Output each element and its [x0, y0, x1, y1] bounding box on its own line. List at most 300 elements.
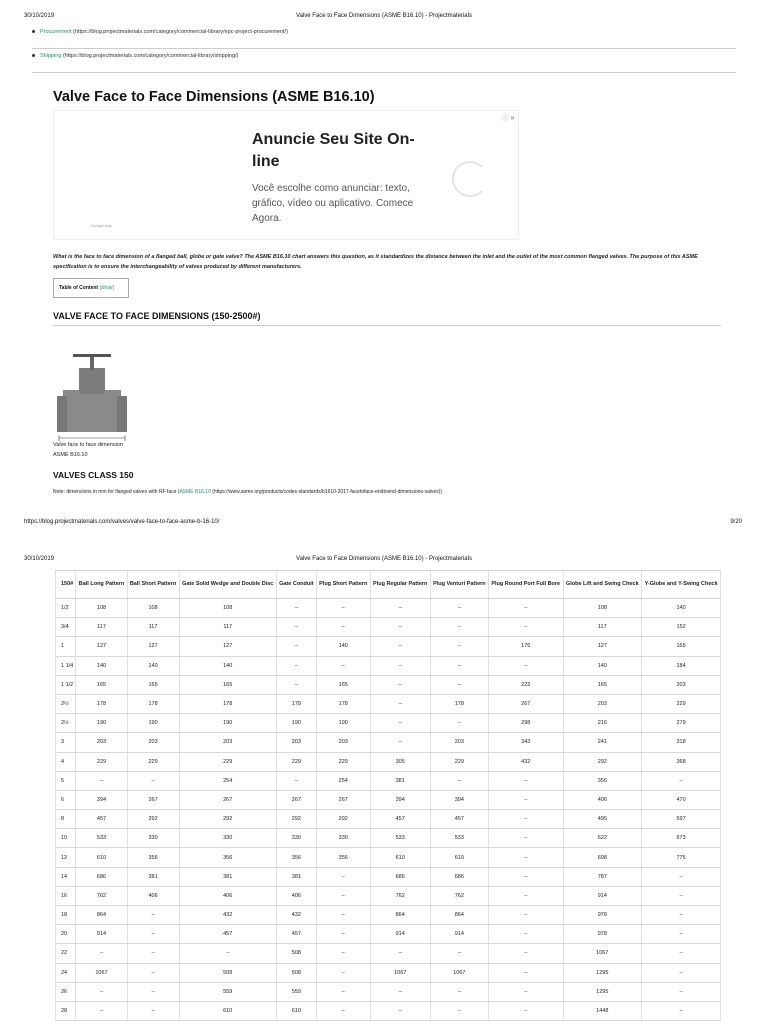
table-cell: –	[642, 886, 721, 905]
table-cell: 4	[56, 752, 76, 771]
table-cell: –	[316, 944, 370, 963]
table-cell: 292	[276, 810, 316, 829]
table-cell: 610	[179, 1001, 276, 1020]
table-cell: 12	[56, 848, 76, 867]
table-cell: 1/2	[56, 599, 76, 618]
column-header: Gate Conduit	[276, 571, 316, 599]
table-cell: –	[370, 1001, 430, 1020]
table-cell: 165	[127, 675, 179, 694]
table-row	[56, 1001, 721, 1020]
table-cell: 3/4	[56, 618, 76, 637]
column-header: Ball Long Pattern	[76, 571, 127, 599]
table-cell: 127	[563, 637, 642, 656]
table-cell: 22	[56, 944, 76, 963]
table-cell: 610	[370, 848, 430, 867]
table-cell: 1067	[370, 963, 430, 982]
column-header: Ball Short Pattern	[127, 571, 179, 599]
table-cell: 127	[76, 637, 127, 656]
table-cell: –	[276, 637, 316, 656]
table-cell: 20	[56, 925, 76, 944]
table-cell: –	[430, 618, 488, 637]
table-cell: 1 1/4	[56, 656, 76, 675]
table-cell: 222	[488, 675, 563, 694]
table-cell: –	[370, 714, 430, 733]
table-row	[56, 963, 721, 982]
column-header: Plug Regular Pattern	[370, 571, 430, 599]
table-cell: 864	[430, 906, 488, 925]
note-prefix: Note: dimensions in mm for flanged valves with RF face (	[53, 489, 180, 495]
table-cell: –	[370, 733, 430, 752]
table-cell: –	[430, 675, 488, 694]
table-cell: 559	[179, 982, 276, 1001]
table-cell: 165	[642, 637, 721, 656]
table-cell: –	[488, 886, 563, 905]
table-cell: 178	[276, 694, 316, 713]
table-cell: 508	[179, 963, 276, 982]
table-cell: 495	[563, 810, 642, 829]
table-cell: –	[430, 771, 488, 790]
table-cell: 597	[642, 810, 721, 829]
header-date: 30/10/2019	[24, 556, 55, 562]
figure-caption	[53, 440, 123, 460]
table-cell: –	[488, 599, 563, 618]
table-cell: 381	[276, 867, 316, 886]
table-cell: 698	[563, 848, 642, 867]
table-row	[56, 944, 721, 963]
table-row	[56, 867, 721, 886]
table-cell: –	[642, 925, 721, 944]
table-cell: 356	[563, 771, 642, 790]
table-cell: –	[127, 944, 179, 963]
table-cell: 267	[316, 790, 370, 809]
divider	[32, 48, 736, 49]
table-cell: 8	[56, 810, 76, 829]
table-cell: –	[316, 1001, 370, 1020]
table-cell: 381	[127, 867, 179, 886]
table-row	[56, 771, 721, 790]
table-cell: 457	[276, 925, 316, 944]
table-cell: 229	[179, 752, 276, 771]
table-cell: 108	[563, 599, 642, 618]
header-date: 30/10/2019	[24, 13, 55, 19]
table-cell: 108	[127, 599, 179, 618]
note-suffix: (https://www.asme.org/products/codes-standards/b1610-2017-facetoface-endtoend-dimensions-valves))	[210, 489, 443, 495]
table-cell: 318	[642, 733, 721, 752]
table-cell: –	[430, 599, 488, 618]
table-cell: 165	[76, 675, 127, 694]
table-cell: 508	[276, 963, 316, 982]
table-cell: 673	[642, 829, 721, 848]
table-cell: 432	[276, 906, 316, 925]
table-cell: 203	[127, 733, 179, 752]
table-cell: –	[488, 1001, 563, 1020]
table-cell: –	[316, 886, 370, 905]
table-cell: 2½	[56, 694, 76, 713]
footer-url: https://blog.projectmaterials.com/valves/valve-face-to-face-asme-b-16-10/	[24, 519, 220, 525]
table-cell: 356	[316, 848, 370, 867]
table-cell: –	[316, 982, 370, 1001]
table-cell: 190	[316, 714, 370, 733]
table-cell: –	[316, 656, 370, 675]
column-header: 150#	[56, 571, 76, 599]
table-cell: 10	[56, 829, 76, 848]
table-cell: 241	[563, 733, 642, 752]
table-cell: –	[642, 944, 721, 963]
table-header-row	[56, 571, 721, 599]
table-cell: 229	[642, 694, 721, 713]
column-header: Plug Venturi Pattern	[430, 571, 488, 599]
table-cell: 1067	[430, 963, 488, 982]
table-cell: 330	[127, 829, 179, 848]
table-cell: 203	[563, 694, 642, 713]
table-cell: 254	[179, 771, 276, 790]
table-cell: –	[642, 771, 721, 790]
table-cell: –	[276, 675, 316, 694]
table-cell: 914	[76, 925, 127, 944]
table-cell: 1295	[563, 982, 642, 1001]
table-cell: 394	[430, 790, 488, 809]
table-cell: 1067	[563, 944, 642, 963]
table-cell: 305	[370, 752, 430, 771]
ad-choices-icon[interactable]: ⓘ ✕	[502, 116, 515, 122]
table-cell: 108	[179, 599, 276, 618]
table-cell: 457	[370, 810, 430, 829]
shipping-url: (https://blog.projectmaterials.com/category/commercial-library/shipping/)	[62, 53, 239, 59]
table-cell: 6	[56, 790, 76, 809]
procurement-url: (https://blog.projectmaterials.com/category/commercial-library/epc-project-procurement/)	[73, 29, 288, 35]
table-cell: –	[642, 867, 721, 886]
table-cell: 533	[76, 829, 127, 848]
table-cell: –	[127, 963, 179, 982]
valve-figure	[53, 350, 131, 442]
table-cell: –	[127, 1001, 179, 1020]
table-cell: –	[316, 618, 370, 637]
ad-footer: Google Ads	[91, 223, 112, 228]
table-cell: 28	[56, 1001, 76, 1020]
table-cell: 457	[76, 810, 127, 829]
table-cell: 622	[563, 829, 642, 848]
table-cell: –	[430, 1001, 488, 1020]
table-row	[56, 982, 721, 1001]
table-cell: 3	[56, 733, 76, 752]
bullet-icon	[32, 54, 35, 57]
table-cell: 229	[430, 752, 488, 771]
table-cell: –	[430, 714, 488, 733]
table-cell: –	[127, 906, 179, 925]
dimension-note	[53, 489, 442, 495]
table-cell: 190	[127, 714, 179, 733]
table-cell: –	[430, 656, 488, 675]
table-cell: –	[430, 982, 488, 1001]
table-cell: 267	[127, 790, 179, 809]
table-row	[56, 656, 721, 675]
table-cell: 406	[276, 886, 316, 905]
table-cell: 190	[179, 714, 276, 733]
table-cell: –	[276, 599, 316, 618]
table-cell: –	[488, 925, 563, 944]
table-cell: 127	[127, 637, 179, 656]
table-cell: –	[76, 982, 127, 1001]
table-cell: –	[488, 848, 563, 867]
table-cell: 190	[276, 714, 316, 733]
table-cell: 190	[76, 714, 127, 733]
table-cell: –	[370, 675, 430, 694]
table-row	[56, 790, 721, 809]
table-cell: –	[370, 694, 430, 713]
loading-spinner-icon	[452, 161, 488, 197]
table-cell: –	[430, 944, 488, 963]
table-cell: 1067	[76, 963, 127, 982]
table-cell: –	[488, 906, 563, 925]
column-header: Globe Lift and Swing Check	[563, 571, 642, 599]
table-of-contents[interactable]	[53, 278, 129, 298]
bullet-icon	[32, 30, 35, 33]
ad-banner[interactable]	[53, 110, 519, 240]
page-header	[0, 553, 768, 565]
table-row	[56, 694, 721, 713]
table-cell: –	[488, 867, 563, 886]
shipping-link[interactable]: Shipping	[40, 53, 62, 59]
table-cell: 298	[488, 714, 563, 733]
table-cell: 356	[179, 848, 276, 867]
table-cell: 762	[430, 886, 488, 905]
table-cell: 178	[316, 694, 370, 713]
table-cell: 292	[316, 810, 370, 829]
table-cell: 1 1/2	[56, 675, 76, 694]
table-cell: 330	[316, 829, 370, 848]
table-cell: 229	[316, 752, 370, 771]
table-cell: 457	[179, 925, 276, 944]
table-cell: –	[127, 925, 179, 944]
table-cell: 394	[76, 790, 127, 809]
table-cell: 406	[563, 790, 642, 809]
table-cell: 203	[179, 733, 276, 752]
table-cell: –	[370, 656, 430, 675]
divider	[53, 325, 721, 326]
table-cell: 381	[179, 867, 276, 886]
table-cell: 432	[488, 752, 563, 771]
table-cell: –	[76, 771, 127, 790]
table-cell: 229	[276, 752, 316, 771]
table-cell: 140	[563, 656, 642, 675]
table-cell: 14	[56, 867, 76, 886]
table-cell: 203	[642, 675, 721, 694]
table-cell: 279	[642, 714, 721, 733]
table-cell: –	[488, 982, 563, 1001]
table-cell: 406	[127, 886, 179, 905]
dimensions-table	[55, 570, 721, 1021]
table-row	[56, 733, 721, 752]
table-cell: 381	[370, 771, 430, 790]
table-cell: –	[488, 810, 563, 829]
table-cell: –	[276, 771, 316, 790]
table-row	[56, 829, 721, 848]
table-cell: 686	[76, 867, 127, 886]
table-row	[56, 848, 721, 867]
table-cell: 470	[642, 790, 721, 809]
table-cell: 787	[563, 867, 642, 886]
column-header: Plug Round Port Full Bore	[488, 571, 563, 599]
table-cell: –	[642, 963, 721, 982]
table-cell: –	[488, 656, 563, 675]
intro-paragraph: What is the face to face dimension of a flanged ball, globe or gate valve? The ASME B16.10 chart answers this question, as it standardizes the distance between the inlet and the outlet of the most common flanged valves. The purpose of this ASME specification is to ensure the interchangeability of valves produced by different manufacturers.	[53, 254, 698, 270]
table-cell: 610	[430, 848, 488, 867]
table-cell: 406	[179, 886, 276, 905]
table-cell: 978	[563, 906, 642, 925]
table-cell: 610	[276, 1001, 316, 1020]
table-cell: 267	[276, 790, 316, 809]
table-cell: 533	[430, 829, 488, 848]
table-cell: –	[370, 982, 430, 1001]
table-cell: 686	[370, 867, 430, 886]
table-cell: 203	[316, 733, 370, 752]
section-heading: VALVE FACE TO FACE DIMENSIONS (150-2500#)	[53, 311, 261, 321]
table-cell: –	[316, 925, 370, 944]
table-cell: 864	[370, 906, 430, 925]
nav-item-shipping	[32, 53, 238, 59]
table-cell: 267	[179, 790, 276, 809]
table-cell: –	[76, 1001, 127, 1020]
table-cell: 394	[370, 790, 430, 809]
table-cell: –	[316, 963, 370, 982]
page-title: Valve Face to Face Dimensions (ASME B16.10)	[53, 89, 375, 105]
table-cell: 140	[316, 637, 370, 656]
table-row	[56, 599, 721, 618]
page-number: 9/20	[730, 519, 742, 525]
table-cell: 117	[179, 618, 276, 637]
table-cell: 229	[127, 752, 179, 771]
table-cell: –	[370, 618, 430, 637]
column-header: Plug Short Pattern	[316, 571, 370, 599]
table-cell: 178	[76, 694, 127, 713]
table-cell: 267	[488, 694, 563, 713]
table-row	[56, 637, 721, 656]
table-cell: –	[276, 618, 316, 637]
table-cell: 762	[370, 886, 430, 905]
table-cell: 254	[316, 771, 370, 790]
table-row	[56, 925, 721, 944]
table-row	[56, 618, 721, 637]
table-row	[56, 906, 721, 925]
table-cell: 533	[370, 829, 430, 848]
table-cell: –	[370, 637, 430, 656]
toc-label: Table of Content	[59, 285, 99, 291]
table-cell: 330	[179, 829, 276, 848]
table-cell: 165	[563, 675, 642, 694]
table-cell: 292	[127, 810, 179, 829]
table-cell: 343	[488, 733, 563, 752]
table-cell: 1295	[563, 963, 642, 982]
table-cell: 356	[127, 848, 179, 867]
table-cell: 18	[56, 906, 76, 925]
table-cell: –	[179, 944, 276, 963]
table-cell: –	[642, 1001, 721, 1020]
page-header	[0, 10, 768, 22]
table-cell: 978	[563, 925, 642, 944]
table-cell: –	[642, 982, 721, 1001]
figure-caption-line-1: Valve face to face dimension	[53, 442, 123, 448]
table-cell: –	[488, 963, 563, 982]
subsection-heading: VALVES CLASS 150	[53, 470, 134, 480]
table-cell: –	[642, 906, 721, 925]
table-cell: 24	[56, 963, 76, 982]
table-cell: 559	[276, 982, 316, 1001]
table-cell: 1	[56, 637, 76, 656]
table-cell: 762	[76, 886, 127, 905]
table-cell: 368	[642, 752, 721, 771]
table-cell: –	[430, 637, 488, 656]
asme-link[interactable]: ASME B16.10	[179, 489, 211, 495]
table-cell: –	[316, 599, 370, 618]
table-cell: 1448	[563, 1001, 642, 1020]
table-cell: –	[370, 944, 430, 963]
table-cell: 216	[563, 714, 642, 733]
table-cell: –	[370, 599, 430, 618]
table-cell: 117	[127, 618, 179, 637]
figure-caption-line-2: ASME B16.10	[53, 452, 88, 458]
table-cell: –	[488, 771, 563, 790]
table-cell: 432	[179, 906, 276, 925]
header-title: Valve Face to Face Dimensions (ASME B16.10) - Projectmaterials	[296, 556, 472, 562]
toc-toggle[interactable]: [show]	[99, 285, 114, 291]
table-cell: 292	[179, 810, 276, 829]
table-cell: 127	[179, 637, 276, 656]
table-row	[56, 886, 721, 905]
procurement-link[interactable]: Procurement	[40, 29, 72, 35]
table-row	[56, 714, 721, 733]
table-cell: –	[76, 944, 127, 963]
table-cell: 914	[430, 925, 488, 944]
table-row	[56, 675, 721, 694]
table-cell: 140	[76, 656, 127, 675]
table-cell: 16	[56, 886, 76, 905]
table-cell: 914	[370, 925, 430, 944]
table-cell: 203	[276, 733, 316, 752]
table-cell: –	[488, 944, 563, 963]
table-cell: 108	[76, 599, 127, 618]
table-cell: 140	[127, 656, 179, 675]
table-cell: 178	[430, 694, 488, 713]
table-cell: –	[276, 656, 316, 675]
table-cell: –	[316, 867, 370, 886]
table-cell: 178	[179, 694, 276, 713]
table-cell: 864	[76, 906, 127, 925]
table-cell: –	[316, 906, 370, 925]
table-cell: –	[488, 618, 563, 637]
table-cell: 165	[179, 675, 276, 694]
table-cell: 140	[642, 599, 721, 618]
table-cell: 686	[430, 867, 488, 886]
table-cell: 508	[276, 944, 316, 963]
column-header: Y-Globe and Y-Swing Check	[642, 571, 721, 599]
ad-headline[interactable]: Anuncie Seu Site On-line	[252, 131, 415, 170]
table-cell: 26	[56, 982, 76, 1001]
table-cell: 152	[642, 618, 721, 637]
table-cell: 457	[430, 810, 488, 829]
table-cell: 5	[56, 771, 76, 790]
table-cell: –	[488, 829, 563, 848]
ad-body: Você escolhe como anunciar: texto, gráfico, vídeo ou aplicativo. Comece Agora.	[252, 183, 414, 224]
table-cell: –	[488, 790, 563, 809]
nav-item-procurement	[32, 29, 288, 35]
table-cell: 229	[76, 752, 127, 771]
table-cell: 117	[563, 618, 642, 637]
table-cell: 176	[488, 637, 563, 656]
table-cell: –	[127, 982, 179, 1001]
column-header: Gate Solid Wedge and Double Disc	[179, 571, 276, 599]
table-cell: 2½	[56, 714, 76, 733]
table-cell: –	[127, 771, 179, 790]
